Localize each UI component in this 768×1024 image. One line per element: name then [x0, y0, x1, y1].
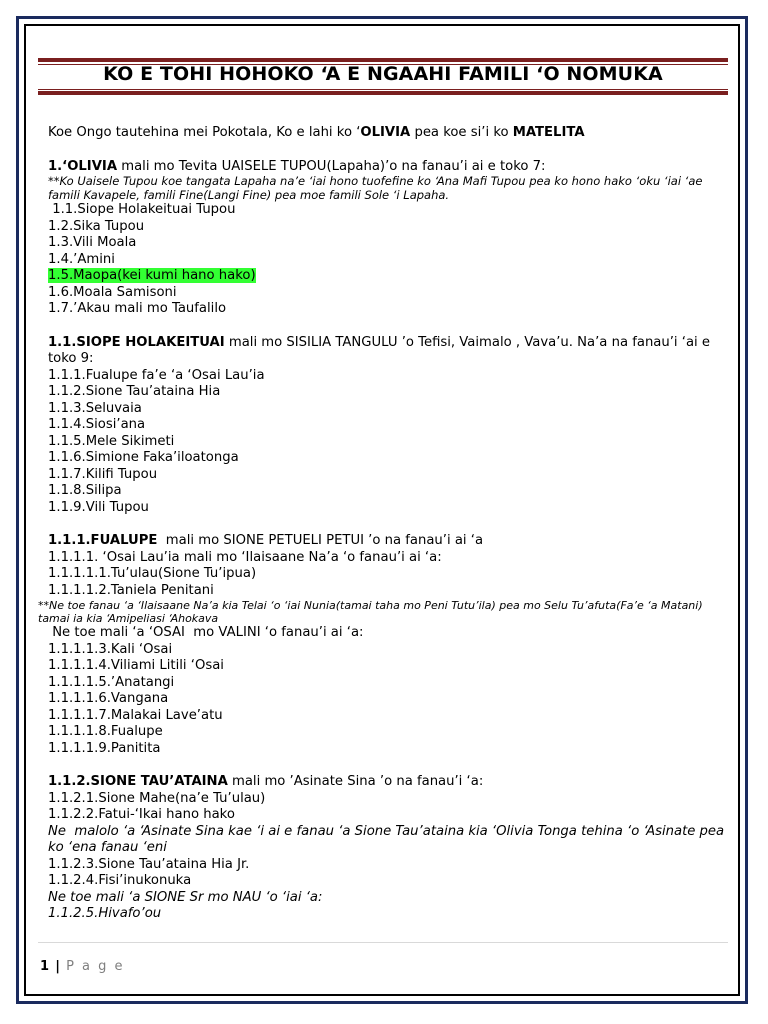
- remarriage-line: Ne toe mali ‘a ‘OSAI mo VALINI ‘o fanau’i ai ‘a:: [48, 625, 364, 640]
- list-item: 1.1.1.Fualupe fa’e ‘a ‘Osai Lau’ia: [48, 367, 265, 383]
- intro-paragraph: [48, 125, 732, 142]
- section-heading: [48, 533, 732, 550]
- heading-name: 1.1.1.FUALUPE: [48, 533, 158, 548]
- heading-name: 1.1.SIOPE HOLAKEITUAI: [48, 334, 225, 350]
- heading-text: mali mo ’Asinate Sina ’o na fanau’i ‘a:: [227, 774, 484, 789]
- list-item: 1.1.3.Seluvaia: [48, 400, 142, 416]
- note: **Ne toe fanau ‘a ‘Ilaisaane Na’a kia Telai ‘o ‘iai Nunia(tamai taha mo Peni Tutu’ila) pea mo Selu Tu’afuta(Fa’e ‘a Matani) tamai ia kia ‘Amipeliasi ‘Ahokava: [38, 599, 703, 625]
- list-item: 1.1.Siope Holakeituai Tupou: [48, 202, 236, 217]
- list-item: 1.1.1.1. ‘Osai Lau’ia mali mo ‘Ilaisaane Na’a ‘o fanau’i ai ‘a:: [48, 549, 442, 565]
- list-item: 1.1.2.4.Fisi’inukonuka: [48, 873, 192, 888]
- page-title: KO E TOHI HOHOKO ‘A E NGAAHI FAMILI ‘O NOMUKA: [103, 63, 663, 85]
- list-item: 1.4.’Amini: [48, 251, 115, 267]
- list-item: 1.1.1.1.3.Kali ‘Osai: [48, 641, 173, 657]
- list-item: 1.1.1.1.4.Viliami Litili ‘Osai: [48, 658, 224, 673]
- intro-name-olivia: OLIVIA: [360, 125, 411, 140]
- note: Ne malolo ‘a ‘Asinate Sina kae ‘i ai e fanau ‘a Sione Tau’ataina kia ‘Olivia Tonga tehina ‘o ‘Asinate pea ko ‘ena fanau ‘eni: [48, 823, 729, 855]
- section-heading: [48, 774, 732, 791]
- page-footer: [40, 959, 125, 974]
- title-rule-bottom-thin: [38, 89, 728, 90]
- intro-text: Koe Ongo tautehina mei Pokotala, Ko e lahi ko ‘: [48, 125, 361, 140]
- list-item: 1.3.Vili Moala: [48, 235, 137, 250]
- list-item: 1.1.4.Siosi’ana: [48, 417, 146, 432]
- list-item: 1.1.6.Simione Faka’iloatonga: [48, 450, 239, 465]
- heading-name: 1.1.2.SIONE TAU’ATAINA: [48, 774, 228, 789]
- intro-name-matelita: MATELITA: [512, 125, 585, 140]
- list-item: 1.6.Moala Samisoni: [48, 284, 177, 300]
- footer-separator: |: [55, 959, 60, 974]
- page-number: 1: [40, 959, 50, 974]
- list-item: 1.2.Sika Tupou: [48, 218, 145, 234]
- section-heading: [48, 159, 732, 176]
- heading-text: mali mo SIONE PETUELI PETUI ’o na fanau’i ai ‘a: [157, 533, 484, 548]
- list-item: 1.1.9.Vili Tupou: [48, 499, 149, 515]
- list-item: 1.1.2.5.Hivafo’ou: [48, 906, 162, 921]
- note: **Ko Uaisele Tupou koe tangata Lapaha na’e ‘iai hono tuofefine ko ‘Ana Mafi Tupou pea ko hono hako ‘oku ‘iai ‘ae famili Kavapele, famili Fine(Langi Fine) pea moe famili Sole ‘i Lapaha.: [48, 174, 703, 202]
- title-rule-top: [38, 58, 728, 62]
- list-item: 1.1.8.Silipa: [48, 483, 122, 498]
- list-item: 1.1.2.2.Fatui-‘Ikai hano hako: [48, 807, 235, 822]
- list-item: 1.1.2.3.Sione Tau’ataina Hia Jr.: [48, 856, 250, 872]
- list-item: 1.1.1.1.7.Malakai Lave’atu: [48, 707, 223, 723]
- document-body: [38, 125, 732, 923]
- page-label: P a g e: [66, 959, 125, 974]
- list-item: 1.1.7.Kilifi Tupou: [48, 466, 158, 482]
- list-item: 1.1.1.1.2.Taniela Penitani: [48, 582, 214, 598]
- heading-text: mali mo Tevita UAISELE TUPOU(Lapaha)’o na fanau’i ai e toko 7:: [117, 158, 546, 174]
- section-heading: [48, 335, 732, 368]
- list-item: 1.7.’Akau mali mo Taufalilo: [48, 301, 227, 316]
- list-item: 1.1.1.1.9.Panitita: [48, 740, 161, 756]
- highlighted-text: 1.5.Maopa(kei kumi hano hako): [48, 268, 256, 283]
- list-item: 1.1.2.1.Sione Mahe(na’e Tu’ulau): [48, 790, 266, 806]
- list-item: 1.1.1.1.8.Fualupe: [48, 724, 163, 739]
- note: Ne toe mali ‘a SIONE Sr mo NAU ‘o ‘iai ‘a:: [48, 889, 323, 905]
- footer-rule: [38, 942, 728, 943]
- list-item-highlighted: [48, 268, 732, 285]
- list-item: 1.1.2.Sione Tau’ataina Hia: [48, 384, 221, 399]
- list-item: 1.1.1.1.5.’Anatangi: [48, 674, 175, 690]
- list-item: 1.1.5.Mele Sikimeti: [48, 433, 175, 449]
- title-rule-bottom: [38, 91, 728, 95]
- intro-text-middle: pea koe si’i ko: [410, 125, 513, 140]
- list-item: 1.1.1.1.1.Tu’ulau(Sione Tu’ipua): [48, 566, 257, 581]
- heading-text: mali mo SISILIA TANGULU ’o Tefisi, Vaimalo , Vava’u. Na’a na fanau’i ‘ai e toko 9:: [48, 334, 711, 366]
- list-item: 1.1.1.1.6.Vangana: [48, 691, 169, 706]
- heading-name: 1.‘OLIVIA: [48, 158, 118, 174]
